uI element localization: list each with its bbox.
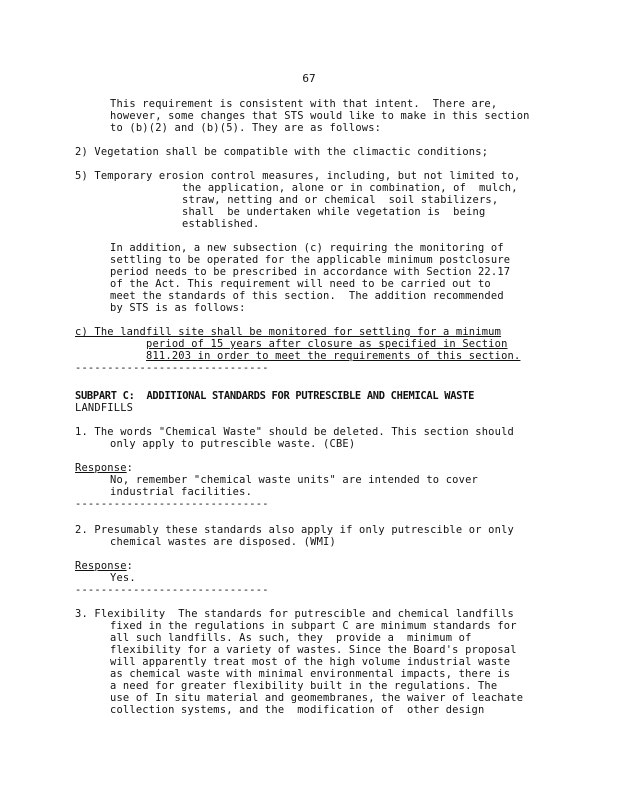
question-1-line: 1. The words "Chemical Waste" should be deleted. This section should bbox=[75, 426, 514, 438]
question-1-line: only apply to putrescible waste. (CBE) bbox=[110, 438, 356, 450]
response-colon: : bbox=[126, 560, 134, 572]
item-5-line: shall be undertaken while vegetation is being bbox=[182, 206, 486, 218]
addition-line: period needs to be prescribed in accordance with Section 22.17 bbox=[110, 266, 511, 278]
question-2-line: chemical wastes are disposed. (WMI) bbox=[110, 536, 336, 548]
item-5-line: 5) Temporary erosion control measures, including, but not limited to, bbox=[75, 170, 521, 182]
response-label-text: Response bbox=[75, 560, 127, 572]
addition-line: meet the standards of this section. The addition recommended bbox=[110, 290, 504, 302]
addition-line: In addition, a new subsection (c) requiring the monitoring of bbox=[110, 242, 504, 254]
question-3-line: all such landfills. As such, they provide a minimum of bbox=[110, 632, 472, 644]
item-5-line: straw, netting and or chemical soil stabilizers, bbox=[182, 194, 499, 206]
item-5-line: the application, alone or in combination, of mulch, bbox=[182, 182, 518, 194]
item-c-line: period of 15 years after closure as specified in Section bbox=[146, 338, 508, 350]
divider: ------------------------------ bbox=[75, 584, 269, 596]
response-colon: : bbox=[126, 462, 134, 474]
question-3-line: as chemical waste with minimal environmental impacts, there is bbox=[110, 668, 511, 680]
question-3-line: 3. Flexibility The standards for putrescible and chemical landfills bbox=[75, 608, 514, 620]
intro-line: to (b)(2) and (b)(5). They are as follows: bbox=[110, 122, 382, 134]
response-label bbox=[75, 462, 133, 474]
item-c-line: c) The landfill site shall be monitored for settling for a minimum bbox=[75, 326, 502, 338]
response-label bbox=[75, 560, 133, 572]
question-3-line: use of In situ material and geomembranes, the waiver of leachate bbox=[110, 692, 524, 704]
item-5-line: established. bbox=[182, 218, 260, 230]
question-3-line: flexibility for a variety of wastes. Since the Board's proposal bbox=[110, 644, 517, 656]
divider: ------------------------------ bbox=[75, 498, 269, 510]
response-1-line: No, remember "chemical waste units" are intended to cover bbox=[110, 474, 478, 486]
question-3-line: a need for greater flexibility built in the regulations. The bbox=[110, 680, 498, 692]
intro-line: This requirement is consistent with that intent. There are, bbox=[110, 98, 498, 110]
question-3-line: fixed in the regulations in subpart C are minimum standards for bbox=[110, 620, 517, 632]
item-2-text: 2) Vegetation shall be compatible with the climactic conditions; bbox=[75, 146, 489, 158]
page-number: 67 bbox=[302, 72, 316, 85]
subpart-heading: SUBPART C: ADDITIONAL STANDARDS FOR PUTRESCIBLE AND CHEMICAL WASTE bbox=[75, 390, 475, 402]
addition-line: settling to be operated for the applicable minimum postclosure bbox=[110, 254, 511, 266]
subpart-heading: LANDFILLS bbox=[75, 402, 134, 414]
intro-line: however, some changes that STS would like to make in this section bbox=[110, 110, 530, 122]
response-1-line: industrial facilities. bbox=[110, 486, 253, 498]
question-2-line: 2. Presumably these standards also apply if only putrescible or only bbox=[75, 524, 514, 536]
response-2-text: Yes. bbox=[110, 572, 136, 584]
addition-line: by STS is as follows: bbox=[110, 302, 246, 314]
divider: ------------------------------ bbox=[75, 362, 269, 374]
question-3-line: collection systems, and the modification of other design bbox=[110, 704, 485, 716]
question-3-line: will apparently treat most of the high volume industrial waste bbox=[110, 656, 511, 668]
item-c-line: 811.203 in order to meet the requirements of this section. bbox=[146, 350, 521, 362]
addition-line: of the Act. This requirement will need to be carried out to bbox=[110, 278, 491, 290]
response-label-text: Response bbox=[75, 462, 127, 474]
